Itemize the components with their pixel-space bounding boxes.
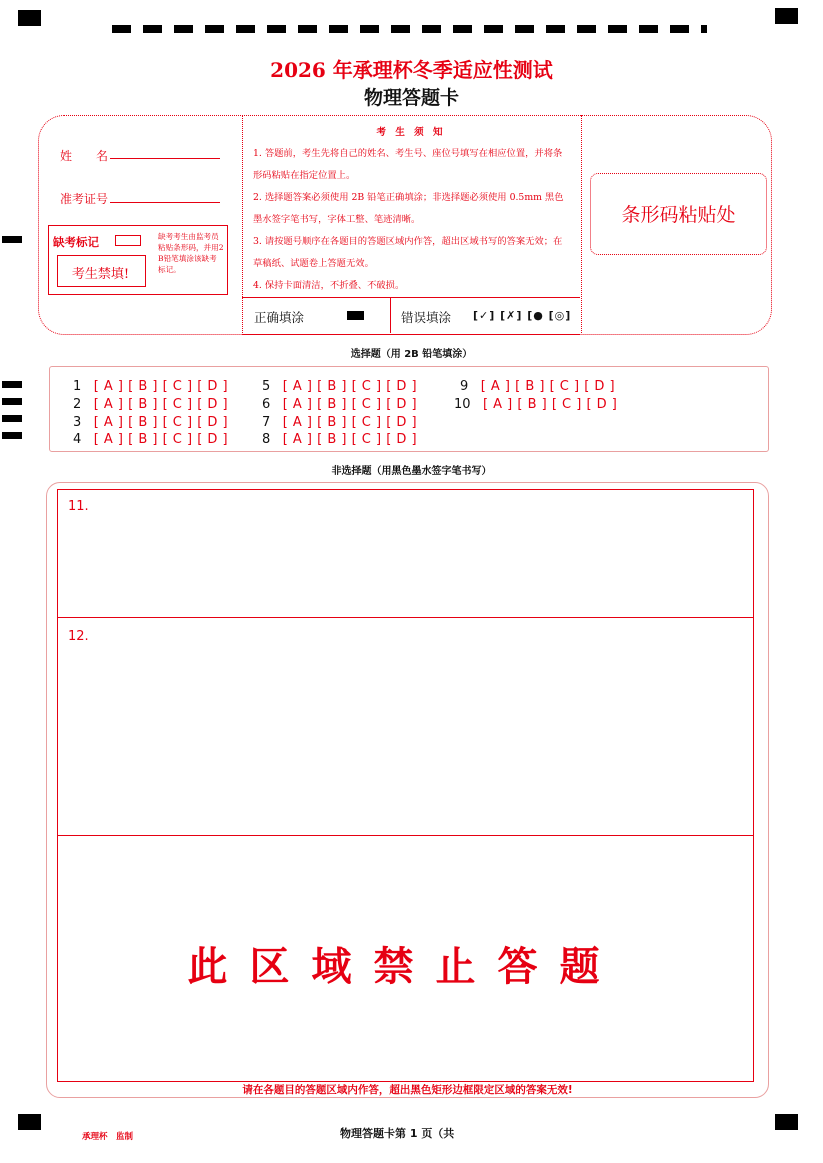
question-number: 4 (73, 432, 82, 447)
answer-options[interactable]: [ A ] [ B ] [ C ] [ D ] (282, 432, 418, 447)
mcq-question[interactable] (73, 415, 228, 430)
fill-example-divider (390, 297, 391, 333)
timing-mark-strip (112, 25, 707, 33)
mcq-question[interactable] (73, 432, 228, 447)
question-number: 1 (73, 379, 82, 394)
answer-options[interactable]: [ A ] [ B ] [ C ] [ D ] (282, 379, 418, 394)
answer-area-12[interactable] (57, 616, 754, 836)
question-number: 3 (73, 415, 82, 430)
corner-mark-top-right (775, 8, 798, 24)
exam-id-field[interactable] (110, 202, 220, 203)
corner-mark-bottom-right (775, 1114, 798, 1130)
correct-fill-label: 正确填涂 (254, 310, 305, 325)
corner-mark-top-left (18, 10, 41, 26)
instruction-item: 4. 保持卡面清洁，不折叠、不破损。 (253, 280, 405, 291)
side-mark (2, 236, 22, 243)
absent-note: 缺考考生由监考员粘贴条形码，并用2B铅笔填涂该缺考标记。 (158, 232, 224, 274)
question-number: 6 (262, 397, 271, 412)
mcq-question[interactable] (73, 379, 228, 394)
answer-options[interactable]: [ A ] [ B ] [ C ] [ D ] (482, 397, 618, 412)
question-number: 9 (460, 379, 469, 394)
side-mark (2, 432, 22, 439)
mcq-section-label: 选择题（用 2B 铅笔填涂） (350, 349, 473, 360)
forbidden-zone-text: 此区域禁止答题 (187, 944, 622, 990)
footer-page: 物理答题卡第 1 页（共 (340, 1127, 455, 1140)
absent-label: 缺考标记 (53, 235, 99, 249)
wrong-fill-marks: [✓] [✗] [● [◎] (473, 309, 572, 322)
name-label: 姓 名 (60, 149, 109, 163)
exam-title: 2026 年承理杯冬季适应性测试 (270, 58, 553, 82)
mcq-question[interactable] (460, 379, 615, 394)
answer-options[interactable]: [ A ] [ B ] [ C ] [ D ] (93, 397, 229, 412)
wrong-fill-label: 错误填涂 (401, 310, 452, 325)
question-number: 5 (262, 379, 271, 394)
instruction-item: 2. 选择题答案必须使用 2B 铅笔正确填涂；非选择题必须使用 0.5mm 黑色墨水签字笔书写，字体工整、笔迹清晰。 (253, 192, 564, 225)
free-response-label: 非选择题（用黑色墨水签字笔书写） (331, 466, 492, 477)
instruction-item: 3. 请按题号顺序在各题目的答题区域内作答，超出区域书写的答案无效；在草稿纸、试题卷上答题无效。 (253, 236, 563, 269)
answer-area-11[interactable] (57, 489, 754, 618)
card-subtitle: 物理答题卡 (363, 87, 459, 109)
answer-options[interactable]: [ A ] [ B ] [ C ] [ D ] (93, 379, 229, 394)
footer-org: 承理杯 监制 (82, 1132, 134, 1142)
question-number: 8 (262, 432, 271, 447)
question-number: 10 (454, 397, 471, 412)
corner-mark-bottom-left (18, 1114, 41, 1130)
answer-options[interactable]: [ A ] [ B ] [ C ] [ D ] (93, 432, 229, 447)
exam-id-label: 准考证号 (60, 192, 109, 206)
correct-fill-mark (347, 311, 364, 320)
question-11-number: 11. (68, 499, 89, 514)
instruction-item: 1. 答题前，考生先将自己的姓名、考生号、座位号填写在相应位置，并将条形码粘贴在指定位置上。 (253, 148, 563, 181)
question-number: 7 (262, 415, 271, 430)
mcq-question[interactable] (262, 415, 417, 430)
answer-options[interactable]: [ A ] [ B ] [ C ] [ D ] (93, 415, 229, 430)
side-mark (2, 415, 22, 422)
side-mark (2, 381, 22, 388)
side-mark (2, 398, 22, 405)
question-12-number: 12. (68, 629, 89, 644)
instructions-list (253, 143, 571, 297)
question-number: 2 (73, 397, 82, 412)
mcq-question[interactable] (262, 379, 417, 394)
absent-checkbox[interactable] (115, 235, 141, 246)
answer-options[interactable]: [ A ] [ B ] [ C ] [ D ] (282, 415, 418, 430)
mcq-question[interactable] (262, 432, 417, 447)
mcq-question[interactable] (454, 397, 617, 412)
boundary-warning: 请在各题目的答题区域内作答，超出黑色矩形边框限定区域的答案无效! (242, 1084, 573, 1096)
name-field[interactable] (110, 158, 220, 159)
instructions-heading: 考 生 须 知 (376, 127, 446, 138)
answer-options[interactable]: [ A ] [ B ] [ C ] [ D ] (480, 379, 616, 394)
mcq-question[interactable] (262, 397, 417, 412)
absent-forbidden-text: 考生禁填! (71, 267, 130, 282)
barcode-label: 条形码粘贴处 (621, 204, 736, 226)
answer-options[interactable]: [ A ] [ B ] [ C ] [ D ] (282, 397, 418, 412)
mcq-question[interactable] (73, 397, 228, 412)
